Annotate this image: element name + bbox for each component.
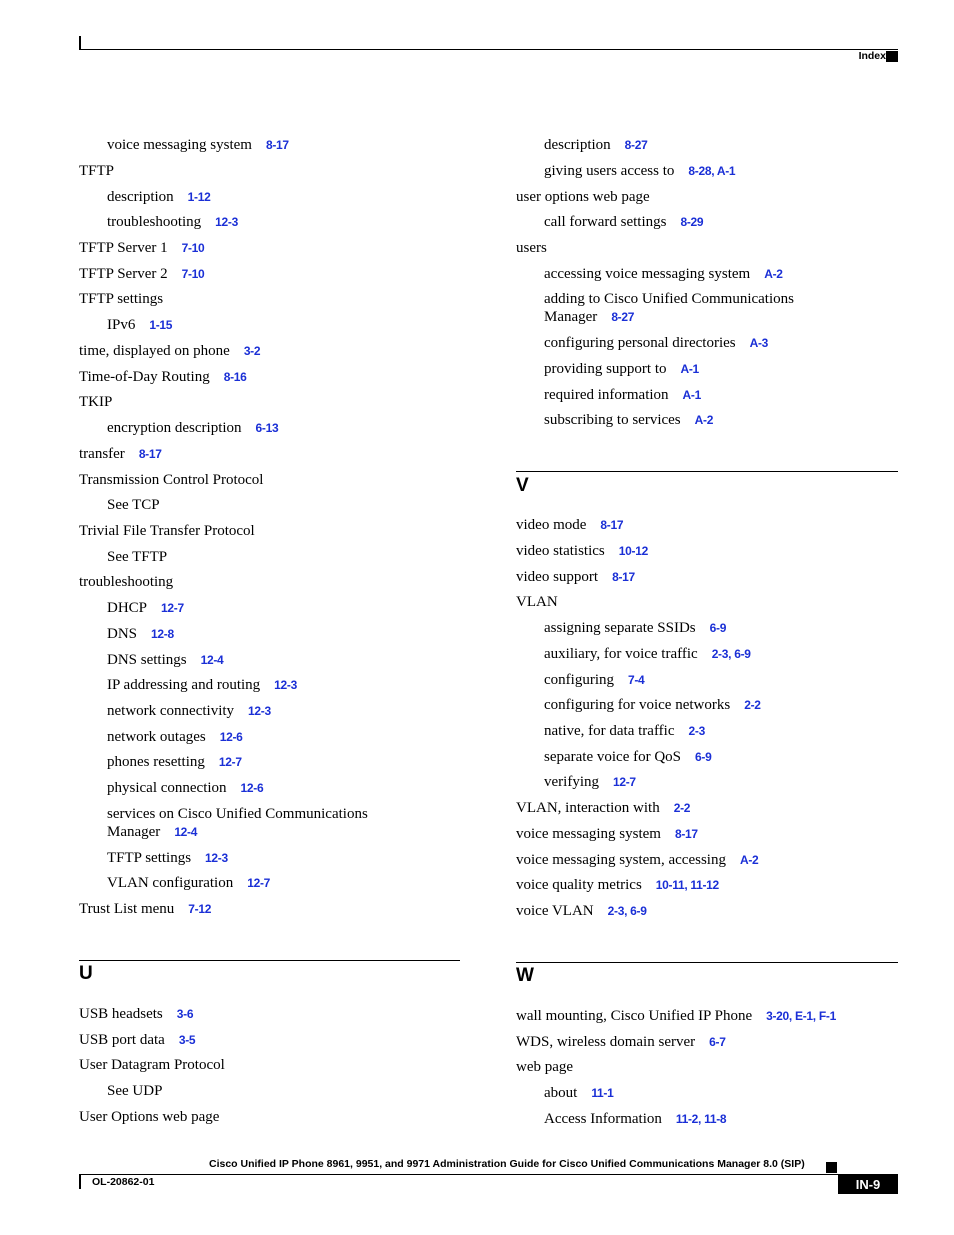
- index-term: video support: [516, 569, 599, 585]
- page-reference-link[interactable]: 3-2: [243, 344, 261, 358]
- index-entry: [544, 671, 644, 689]
- index-term: native, for data traffic: [544, 723, 675, 739]
- page-reference-link[interactable]: 8-29: [680, 215, 704, 229]
- page-reference-link[interactable]: 10-12: [618, 544, 648, 558]
- index-entry: [544, 696, 761, 714]
- index-entry: [516, 1058, 573, 1076]
- page-reference-link[interactable]: 12-3: [274, 678, 297, 692]
- index-entry: [79, 900, 211, 918]
- index-entry: [79, 290, 163, 308]
- index-term: description: [107, 189, 174, 205]
- index-entry: [516, 542, 648, 560]
- page-reference-link[interactable]: 6-9: [709, 621, 727, 635]
- index-entry: [544, 748, 711, 766]
- page-reference-link[interactable]: 12-7: [612, 775, 636, 789]
- header-rule: [79, 49, 898, 50]
- page-reference-link[interactable]: 7-4: [627, 673, 645, 687]
- index-entry: [516, 876, 719, 894]
- index-entry: [107, 849, 228, 867]
- index-term: troubleshooting: [79, 574, 174, 590]
- page-reference-link[interactable]: 1-15: [149, 318, 173, 332]
- index-term: TKIP: [79, 394, 113, 410]
- page-reference-link[interactable]: 12-3: [215, 215, 238, 229]
- index-term: Time-of-Day Routing: [79, 369, 210, 385]
- index-entry: [79, 573, 173, 591]
- index-entry: [107, 496, 160, 514]
- page-reference-link[interactable]: A-3: [749, 336, 769, 350]
- index-entry: [79, 342, 260, 360]
- page-reference-link[interactable]: 8-17: [138, 447, 162, 461]
- index-term: auxiliary, for voice traffic: [544, 646, 698, 662]
- index-entry: [544, 162, 735, 180]
- index-entry: [107, 188, 210, 206]
- index-entry: [107, 599, 184, 617]
- index-entry: [107, 316, 172, 334]
- index-term: TFTP settings: [107, 850, 192, 866]
- header-marker: [886, 51, 898, 62]
- index-term: time, displayed on phone: [79, 343, 230, 359]
- index-term: video mode: [516, 517, 587, 533]
- index-term: call forward settings: [544, 214, 667, 230]
- index-term: TFTP settings: [79, 291, 164, 307]
- index-entry: [79, 1005, 193, 1023]
- footer-title: Cisco Unified IP Phone 8961, 9951, and 9971 Administration Guide for Cisco Unified Communications Manager 8.0 (SIP): [209, 1158, 805, 1170]
- index-term: DNS settings: [107, 652, 187, 668]
- index-entry: [516, 239, 547, 257]
- index-entry: [544, 722, 705, 740]
- index-term: network connectivity: [107, 703, 235, 719]
- index-entry: [516, 516, 623, 534]
- page-reference-link[interactable]: 12-7: [218, 755, 242, 769]
- page-reference-link[interactable]: 12-6: [240, 781, 264, 795]
- page-reference-link[interactable]: 8-27: [611, 310, 635, 324]
- index-entry: [107, 728, 243, 746]
- index-term: voice VLAN: [516, 903, 594, 919]
- page-reference-link[interactable]: 2-3: [688, 724, 705, 738]
- page-reference-link[interactable]: 11-1: [591, 1086, 614, 1100]
- page-reference-link[interactable]: 12-4: [174, 825, 198, 839]
- page-reference-link[interactable]: 6-7: [709, 1035, 726, 1049]
- index-term: USB headsets: [79, 1006, 163, 1022]
- index-entry: [79, 239, 204, 257]
- index-term: separate voice for QoS: [544, 749, 682, 765]
- index-entry: [544, 1110, 726, 1128]
- index-entry: [107, 1082, 162, 1100]
- page-reference-link[interactable]: 7-12: [188, 902, 212, 916]
- index-term: description: [544, 137, 611, 153]
- index-term: VLAN configuration: [107, 875, 234, 891]
- section-v-letter: V: [516, 475, 529, 496]
- index-term: VLAN: [516, 594, 558, 610]
- page-reference-link[interactable]: 2-2: [673, 801, 691, 815]
- index-term: IPv6: [107, 317, 136, 333]
- index-entry: [544, 411, 713, 429]
- index-term: assigning separate SSIDs: [544, 620, 696, 636]
- page-reference-link[interactable]: 10-11, 11-12: [655, 878, 719, 892]
- index-entry: [107, 702, 271, 720]
- index-entry: [544, 290, 844, 326]
- page-reference-link[interactable]: 2-3, 6-9: [607, 904, 647, 918]
- index-entry: [107, 419, 278, 437]
- index-entry: [544, 1084, 613, 1102]
- index-term: VLAN, interaction with: [516, 800, 660, 816]
- index-term: TFTP Server 1: [79, 240, 168, 256]
- index-entry: [544, 645, 751, 663]
- page-reference-link[interactable]: 3-6: [176, 1007, 194, 1021]
- page-reference-link[interactable]: 2-2: [744, 698, 761, 712]
- page-reference-link[interactable]: 8-17: [265, 138, 289, 152]
- index-term: adding to Cisco Unified Communications Manager: [544, 291, 794, 325]
- page-reference-link[interactable]: 12-3: [248, 704, 271, 718]
- page-reference-link[interactable]: 8-16: [223, 370, 247, 384]
- index-term: transfer: [79, 446, 125, 462]
- index-term: DNS: [107, 626, 138, 642]
- index-entry: [516, 825, 698, 843]
- index-term: user options web page: [516, 189, 650, 205]
- header-label: Index: [858, 50, 886, 62]
- index-term: voice quality metrics: [516, 877, 642, 893]
- footer-rule: [79, 1174, 898, 1175]
- page-reference-link[interactable]: 12-6: [219, 730, 243, 744]
- index-term: User Options web page: [79, 1109, 220, 1125]
- section-w-rule: [516, 962, 898, 963]
- page-reference-link[interactable]: A-1: [680, 362, 699, 376]
- index-entry: [516, 851, 758, 869]
- section-u-rule: [79, 960, 460, 961]
- index-term: TFTP Server 2: [79, 266, 168, 282]
- footer-tick: [79, 1175, 81, 1189]
- index-term: DHCP: [107, 600, 148, 616]
- footer-page-number: IN-9: [838, 1175, 898, 1194]
- index-entry: [544, 360, 699, 378]
- index-term: required information: [544, 387, 669, 403]
- index-entry: [544, 386, 701, 404]
- index-entry: [516, 593, 558, 611]
- index-term: WDS, wireless domain server: [516, 1034, 696, 1050]
- index-entry: [516, 902, 647, 920]
- index-term: Trust List menu: [79, 901, 175, 917]
- index-term: users: [516, 240, 547, 256]
- index-term: voice messaging system: [516, 826, 661, 842]
- page-reference-link[interactable]: 2-3, 6-9: [711, 647, 751, 661]
- footer-marker: [826, 1162, 837, 1173]
- page-reference-link[interactable]: 8-27: [624, 138, 648, 152]
- section-u-letter: U: [79, 963, 93, 984]
- header-tick: [79, 36, 81, 50]
- page-reference-link[interactable]: 3-5: [178, 1033, 196, 1047]
- index-term: phones resetting: [107, 754, 205, 770]
- page-reference-link[interactable]: A-1: [682, 388, 701, 402]
- index-term: voice messaging system, accessing: [516, 852, 726, 868]
- index-term: Access Information: [544, 1111, 662, 1127]
- page-reference-link[interactable]: 8-17: [600, 518, 624, 532]
- index-entry: [516, 188, 650, 206]
- index-entry: [79, 393, 112, 411]
- page-reference-link[interactable]: A-2: [739, 853, 759, 867]
- page-reference-link[interactable]: 7-10: [181, 267, 205, 281]
- index-term: TFTP: [79, 163, 115, 179]
- index-term: See UDP: [107, 1083, 163, 1099]
- page-reference-link[interactable]: A-2: [764, 267, 783, 281]
- index-term: subscribing to services: [544, 412, 681, 428]
- index-term: User Datagram Protocol: [79, 1057, 225, 1073]
- index-term: troubleshooting: [107, 214, 202, 230]
- page-reference-link[interactable]: 8-28, A-1: [688, 164, 736, 178]
- index-entry: [107, 805, 407, 841]
- page-reference-link[interactable]: 12-7: [161, 601, 184, 615]
- index-entry: [544, 136, 647, 154]
- index-entry: [79, 265, 204, 283]
- index-term: configuring: [544, 672, 614, 688]
- page-reference-link[interactable]: 3-20, E-1, F-1: [766, 1009, 836, 1023]
- index-entry: [79, 162, 114, 180]
- index-entry: [544, 773, 636, 791]
- index-entry: [107, 651, 223, 669]
- page-reference-link[interactable]: 11-2, 11-8: [675, 1112, 727, 1126]
- index-term: network outages: [107, 729, 206, 745]
- page-reference-link[interactable]: 8-17: [674, 827, 698, 841]
- index-entry: [79, 1108, 219, 1126]
- index-term: wall mounting, Cisco Unified IP Phone: [516, 1008, 753, 1024]
- page-reference-link[interactable]: 12-3: [205, 851, 228, 865]
- index-entry: [544, 619, 726, 637]
- section-v-rule: [516, 471, 898, 472]
- index-entry: [79, 368, 247, 386]
- page-reference-link[interactable]: 12-8: [151, 627, 174, 641]
- index-entry: [79, 445, 162, 463]
- index-entry: [544, 265, 783, 283]
- index-entry: [516, 1033, 726, 1051]
- index-term: giving users access to: [544, 163, 675, 179]
- index-entry: [79, 522, 255, 540]
- index-entry: [107, 136, 289, 154]
- index-entry: [107, 779, 263, 797]
- page-reference-link[interactable]: 12-7: [247, 876, 271, 890]
- page-reference-link[interactable]: 12-4: [200, 653, 224, 667]
- index-entry: [544, 334, 768, 352]
- index-term: about: [544, 1085, 578, 1101]
- index-entry: [516, 799, 690, 817]
- index-term: USB port data: [79, 1032, 165, 1048]
- index-entry: [107, 676, 297, 694]
- index-term: Trivial File Transfer Protocol: [79, 523, 255, 539]
- index-term: configuring for voice networks: [544, 697, 731, 713]
- index-term: accessing voice messaging system: [544, 266, 751, 282]
- index-entry: [79, 1031, 195, 1049]
- page-reference-link[interactable]: 6-13: [255, 421, 279, 435]
- index-entry: [79, 1056, 225, 1074]
- index-term: configuring personal directories: [544, 335, 736, 351]
- index-entry: [79, 471, 263, 489]
- index-term: providing support to: [544, 361, 667, 377]
- index-term: web page: [516, 1059, 574, 1075]
- index-term: services on Cisco Unified Communications Manager: [107, 806, 368, 840]
- index-term: See TCP: [107, 497, 160, 513]
- page-reference-link[interactable]: 6-9: [695, 750, 712, 764]
- footer-doc-id: OL-20862-01: [92, 1176, 155, 1188]
- index-term: verifying: [544, 774, 599, 790]
- index-term: See TFTP: [107, 549, 168, 565]
- index-entry: [107, 548, 167, 566]
- index-entry: [107, 625, 174, 643]
- index-term: Transmission Control Protocol: [79, 472, 264, 488]
- index-entry: [516, 568, 635, 586]
- index-entry: [107, 753, 242, 771]
- index-entry: [107, 213, 238, 231]
- index-entry: [107, 874, 270, 892]
- page-reference-link[interactable]: 1-12: [187, 190, 211, 204]
- index-term: voice messaging system: [107, 137, 252, 153]
- index-entry: [516, 1007, 836, 1025]
- page-reference-link[interactable]: 7-10: [181, 241, 205, 255]
- index-term: physical connection: [107, 780, 227, 796]
- index-term: IP addressing and routing: [107, 677, 261, 693]
- index-term: encryption description: [107, 420, 242, 436]
- index-term: video statistics: [516, 543, 605, 559]
- page-reference-link[interactable]: 8-17: [612, 570, 635, 584]
- index-entry: [544, 213, 703, 231]
- section-w-letter: W: [516, 965, 534, 986]
- page-reference-link[interactable]: A-2: [694, 413, 714, 427]
